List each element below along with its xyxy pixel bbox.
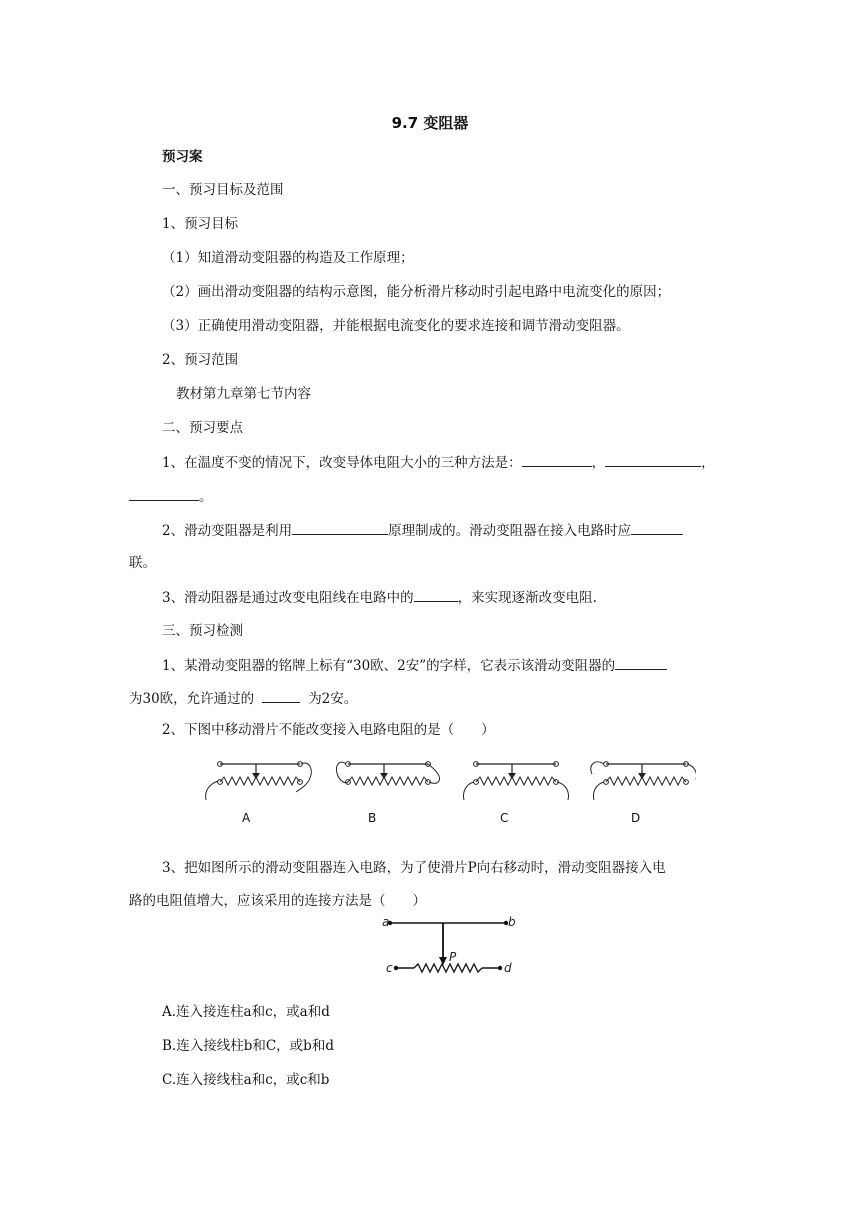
check-q1-text-c: 为2安。 <box>308 691 358 707</box>
answer-blank[interactable] <box>615 655 667 670</box>
circuit-c-diagram <box>463 762 568 800</box>
answer-blank[interactable] <box>522 452 592 467</box>
terminal-a-label: a <box>382 915 390 929</box>
point-q2-text-b: 原理制成的。滑动变阻器在接入电路时应 <box>388 523 632 539</box>
point-q3-text-a: 3、滑动阻器是通过改变电阻线在电路中的 <box>162 590 414 606</box>
part2-heading: 二、预习要点 <box>162 420 243 436</box>
answer-blank[interactable] <box>414 587 458 602</box>
page-title: 9.7 变阻器 <box>391 114 469 132</box>
answer-option-b: B.连入接线柱b和C，或b和d <box>162 1038 334 1054</box>
check-q1-text-a: 1、某滑动变阻器的铭牌上标有“30欧、2安”的字样，它表示该滑动变阻器的 <box>162 658 616 674</box>
check-question-3: 3、把如图所示的滑动变阻器连入电路，为了使滑片P向右移动时，滑动变阻器接入电 <box>162 860 666 876</box>
circuit-d-diagram <box>591 762 696 800</box>
range-heading: 2、预习范围 <box>162 352 239 368</box>
part3-heading: 三、预习检测 <box>162 623 243 639</box>
answer-blank[interactable] <box>605 452 701 467</box>
goal-item-1: （1）知道滑动变阻器的构造及工作原理； <box>162 250 414 266</box>
answer-blank[interactable] <box>292 520 388 535</box>
point-q1-sep2: ， <box>701 455 715 471</box>
circuit-a-diagram <box>206 762 312 800</box>
check-q1-text-b: 为30欧，允许通过的 <box>129 691 255 707</box>
section-preview-heading: 预习案 <box>162 149 203 165</box>
range-text: 教材第九章第七节内容 <box>176 386 311 402</box>
circuit-b-diagram <box>336 762 439 785</box>
slider-p-label: P <box>449 950 457 964</box>
rheostat-diagram <box>380 915 516 977</box>
answer-blank[interactable] <box>631 520 683 535</box>
option-label-d: D <box>631 811 641 825</box>
check-question-1 <box>162 655 667 676</box>
option-label-a: A <box>242 811 251 825</box>
check-question-1-cont <box>129 688 357 709</box>
point-q2-text-a: 2、滑动变阻器是利用 <box>162 523 293 539</box>
check-question-3-cont: 路的电阻值增大，应该采用的连接方法是（ ） <box>129 893 426 909</box>
option-label-c: C <box>500 811 509 825</box>
point-question-1 <box>162 452 715 473</box>
goal-item-2: （2）画出滑动变阻器的结构示意图，能分析滑片移动时引起电路中电流变化的原因； <box>162 284 671 300</box>
answer-blank[interactable] <box>262 688 300 703</box>
terminal-c-label: c <box>386 961 393 975</box>
answer-option-c: C.连入接线柱a和c，或c和b <box>162 1072 330 1088</box>
rheostat-options-figure <box>196 748 696 828</box>
point-q1-end: 。 <box>199 489 213 505</box>
point-q1-text: 1、在温度不变的情况下，改变导体电阻大小的三种方法是： <box>162 455 522 471</box>
point-question-2 <box>162 520 683 541</box>
option-label-b: B <box>368 811 377 825</box>
answer-option-a: A.连入接连柱a和c，或a和d <box>162 1004 330 1020</box>
goals-heading: 1、预习目标 <box>162 216 239 232</box>
answer-blank[interactable] <box>129 486 199 501</box>
point-question-3 <box>162 587 597 608</box>
goal-item-3: （3）正确使用滑动变阻器，并能根据电流变化的要求连接和调节滑动变阻器。 <box>162 318 630 334</box>
point-q3-text-b: ，来实现逐渐改变电阻. <box>457 590 597 606</box>
part1-heading: 一、预习目标及范围 <box>162 182 284 198</box>
terminal-b-label: b <box>508 915 516 929</box>
point-q2-text-c: 联。 <box>129 555 156 571</box>
point-question-1-cont <box>129 486 213 507</box>
check-question-2: 2、下图中移动滑片不能改变接入电路电阻的是（ ） <box>162 722 495 738</box>
point-q1-sep1: ， <box>591 455 606 471</box>
terminal-d-label: d <box>504 961 512 975</box>
